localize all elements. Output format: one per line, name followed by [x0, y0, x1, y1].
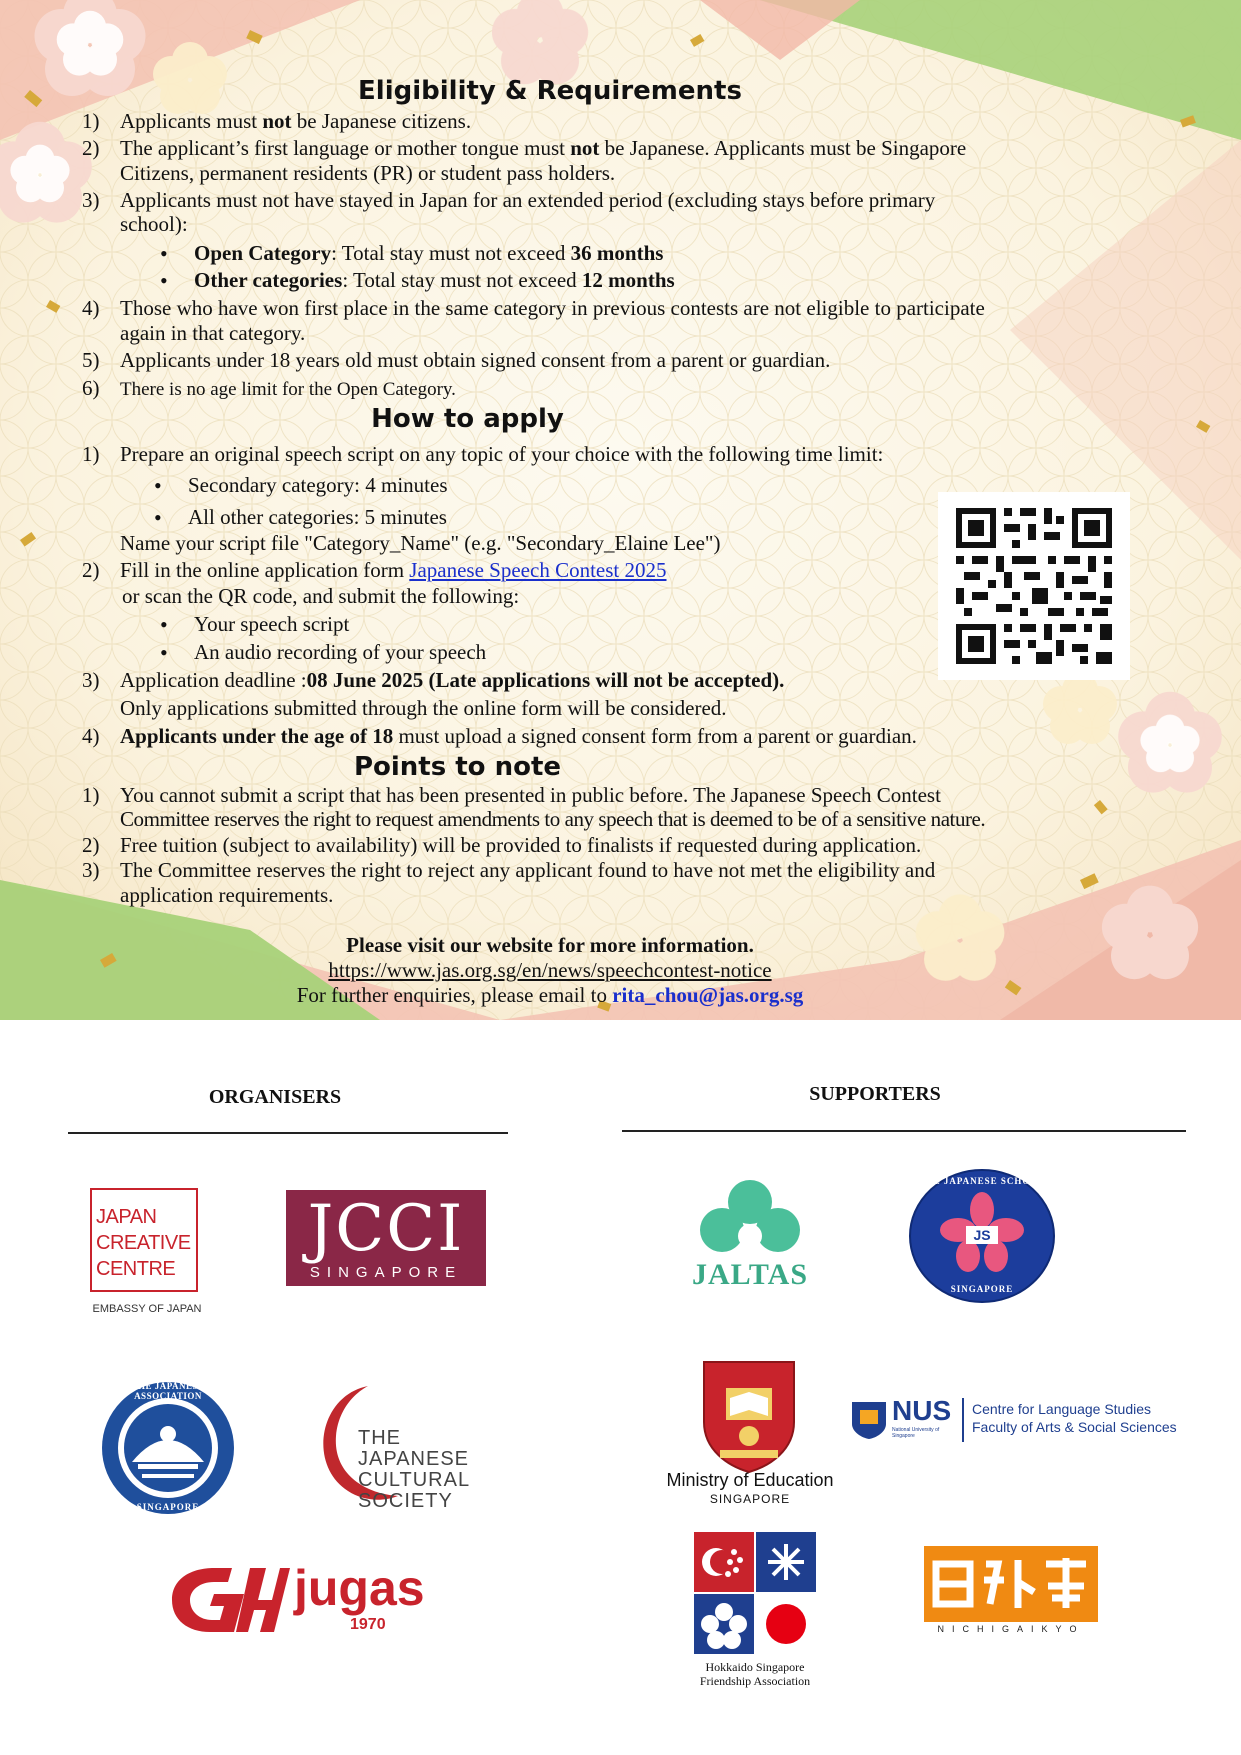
eligibility-item-1-bold: not	[262, 109, 292, 133]
apply-num-2: 2)	[82, 558, 100, 582]
apply-bullet-other: • All other categories: 5 minutes	[188, 505, 447, 530]
eligibility-bullet-open	[194, 241, 663, 266]
notes-num-1: 1)	[82, 783, 100, 807]
jaltas-wordmark: JALTAS	[691, 1258, 809, 1291]
eligibility-num-2: 2)	[82, 136, 100, 160]
apply-num-4: 4)	[82, 724, 100, 748]
nichigaikyo-logo	[924, 1546, 1098, 1622]
eligibility-item-2	[120, 136, 966, 161]
jugas-logo	[162, 1560, 432, 1642]
nus-shield	[850, 1400, 888, 1440]
hokkaido-quadrants	[694, 1532, 816, 1654]
jcc-caption: EMBASSY OF JAPAN	[92, 1303, 202, 1315]
apply-item-3	[120, 668, 784, 693]
apply-item-2	[120, 558, 667, 583]
hokkaido-singapore-logo	[694, 1532, 816, 1654]
japanese-school-logo	[908, 1168, 1056, 1304]
notes-item-3: The Committee reserves the right to reject any applicant found to have not met the eligibility and	[120, 858, 936, 882]
nus-wordmark: NUS	[892, 1395, 952, 1426]
eligibility-item-1-pre: Applicants must	[120, 109, 263, 133]
apply-item-1: Prepare an original speech script on any topic of your choice with the following time limit:	[120, 442, 884, 466]
moe-name: Ministry of Education	[666, 1470, 834, 1490]
eligibility-item-1-post: be Japanese citizens.	[291, 109, 472, 133]
contact-email[interactable]: rita_chou@jas.org.sg	[612, 983, 804, 1007]
jcci-wordmark: JCCI	[307, 1192, 465, 1266]
jcs-line-3: CULTURAL	[358, 1469, 471, 1491]
jcci-sub: SINGAPORE	[309, 1264, 463, 1281]
jcs-line-2: JAPANESE	[358, 1448, 469, 1470]
nus-divider	[962, 1398, 964, 1442]
qr-code[interactable]	[938, 492, 1130, 680]
jcc-wordmark	[96, 1204, 191, 1282]
bullet-other-label: Other categories	[194, 268, 343, 292]
organisers-divider	[68, 1132, 508, 1134]
nus-cls-logo	[850, 1396, 1180, 1448]
nus-unit-line-1: Centre for Language Studies	[972, 1401, 1152, 1417]
notes-item-2: Free tuition (subject to availability) will be provided to finalists if requested during application.	[120, 833, 922, 857]
apply-item-2-line2: or scan the QR code, and submit the following:	[122, 584, 520, 608]
eligibility-item-2-bold: not	[570, 136, 600, 160]
japanese-association-logo	[98, 1378, 238, 1518]
organisers-heading: ORGANISERS	[208, 1086, 342, 1108]
jaltas-logo	[680, 1178, 820, 1294]
jas-ring-bottom: SINGAPORE	[136, 1502, 200, 1512]
apply-item-3-line2: Only applications submitted through the online form will be considered.	[120, 696, 727, 720]
eligibility-item-3-line2: school):	[120, 212, 188, 236]
jcs-wordmark	[358, 1428, 470, 1512]
eligibility-num-3: 3)	[82, 188, 100, 212]
hokkaido-caption-line-2: Friendship Association	[699, 1674, 811, 1688]
apply-num-1: 1)	[82, 442, 100, 466]
jcc-line-1: JAPAN	[96, 1206, 157, 1228]
japanese-cultural-society-logo	[308, 1376, 488, 1512]
jaltas-leaves	[680, 1178, 820, 1262]
notes-num-3: 3)	[82, 858, 100, 882]
nus-sub: National University of Singapore	[892, 1427, 940, 1439]
notes-item-1-line2: Committee reserves the right to request amendments to any speech that is deemed to be of a sensitive nature.	[120, 807, 986, 831]
eligibility-num-6: 6)	[82, 376, 100, 400]
jcc-line-3: CENTRE	[96, 1258, 176, 1280]
jugas-wordmark: jugas	[294, 1560, 425, 1616]
eligibility-item-5: Applicants under 18 years old must obtain signed consent from a parent or guardian.	[120, 348, 831, 372]
bullet-open-label: Open Category	[194, 241, 332, 265]
apply-item-3-pre: Application deadline :	[120, 668, 307, 692]
nichigaikyo-mark	[924, 1546, 1098, 1622]
apply-item-4-post: must upload a signed consent form from a parent or guardian.	[393, 724, 917, 748]
eligibility-item-1	[120, 109, 471, 134]
apply-file-name-note: Name your script file "Category_Name" (e.g. "Secondary_Elaine Lee")	[120, 531, 721, 555]
qr-code-image	[938, 492, 1130, 680]
jcs-line-1: THE	[358, 1427, 401, 1449]
eligibility-num-5: 5)	[82, 348, 100, 372]
apply-item-4-bold: Applicants under the age of 18	[120, 724, 394, 748]
moe-sub: SINGAPORE	[709, 1492, 791, 1506]
notes-item-1: You cannot submit a script that has been presented in public before. The Japanese Speech Contest	[120, 783, 941, 807]
eligibility-item-2-pre: The applicant’s first language or mother tongue must	[120, 136, 571, 160]
japanese-school-monogram: JS	[973, 1227, 991, 1243]
bullet-other-value: 12 months	[581, 268, 675, 292]
jas-ring-top: THE JAPANESE ASSOCIATION	[131, 1381, 205, 1401]
eligibility-item-4-line2: again in that category.	[120, 321, 306, 345]
apply-bullet-secondary: • Secondary category: 4 minutes	[188, 473, 448, 498]
bullet-open-value: 36 months	[570, 241, 664, 265]
bullet-open-text: : Total stay must not exceed	[331, 241, 571, 265]
apply-heading: How to apply	[371, 404, 564, 434]
notes-num-2: 2)	[82, 833, 100, 857]
eligibility-item-6: There is no age limit for the Open Category.	[120, 379, 456, 400]
supporters-heading: SUPPORTERS	[809, 1083, 941, 1105]
application-form-link[interactable]: Japanese Speech Contest 2025	[409, 558, 667, 582]
apply-bullet-script: • Your speech script	[194, 612, 349, 637]
website-notice: Please visit our website for more information.	[346, 933, 754, 957]
website-url[interactable]: https://www.jas.org.sg/en/news/speechcontest-notice	[328, 958, 772, 982]
jcs-line-4: SOCIETY	[358, 1490, 453, 1512]
japanese-school-ring-top: THE JAPANESE SCHOOL	[918, 1176, 1046, 1186]
notes-heading: Points to note	[353, 752, 562, 782]
jcci-logo	[286, 1190, 486, 1286]
jugas-mark	[162, 1564, 292, 1636]
enquiry-text: For further enquiries, please email to	[296, 983, 613, 1007]
eligibility-item-2-post: be Japanese. Applicants must be Singapore	[599, 136, 967, 160]
apply-item-2-pre: Fill in the online application form	[120, 558, 410, 582]
nus-unit	[972, 1400, 1177, 1436]
enquiry-line	[0, 983, 1100, 1008]
hokkaido-caption-line-1: Hokkaido Singapore	[705, 1660, 805, 1674]
notes-item-3-line2: application requirements.	[120, 883, 334, 907]
nus-unit-line-2: Faculty of Arts & Social Sciences	[972, 1419, 1177, 1435]
japan-creative-centre-logo	[90, 1188, 200, 1306]
jcc-line-2: CREATIVE	[96, 1232, 191, 1254]
nichigaikyo-caption: NICHIGAIKYO	[937, 1624, 1085, 1634]
eligibility-heading: Eligibility & Requirements	[358, 76, 742, 106]
japanese-school-ring-bottom: SINGAPORE	[950, 1284, 1014, 1294]
apply-bullet-audio: • An audio recording of your speech	[194, 640, 486, 665]
bullet-other-text: : Total stay must not exceed	[342, 268, 582, 292]
eligibility-num-4: 4)	[82, 296, 100, 320]
apply-num-3: 3)	[82, 668, 100, 692]
eligibility-item-2-line2: Citizens, permanent residents (PR) or student pass holders.	[120, 161, 616, 185]
eligibility-item-4: Those who have won first place in the same category in previous contests are not eligible to participate	[120, 296, 985, 320]
jugas-year: 1970	[350, 1616, 386, 1633]
eligibility-bullet-other	[194, 268, 675, 293]
eligibility-item-3: Applicants must not have stayed in Japan for an extended period (excluding stays before primary	[120, 188, 936, 212]
eligibility-num-1: 1)	[82, 109, 100, 133]
supporters-divider	[622, 1130, 1186, 1132]
hokkaido-caption	[680, 1660, 830, 1688]
moe-crest-shield	[700, 1358, 798, 1474]
apply-item-4	[120, 724, 917, 749]
moe-crest	[700, 1358, 798, 1474]
application-deadline: 08 June 2025 (Late applications will not be accepted).	[306, 668, 785, 692]
